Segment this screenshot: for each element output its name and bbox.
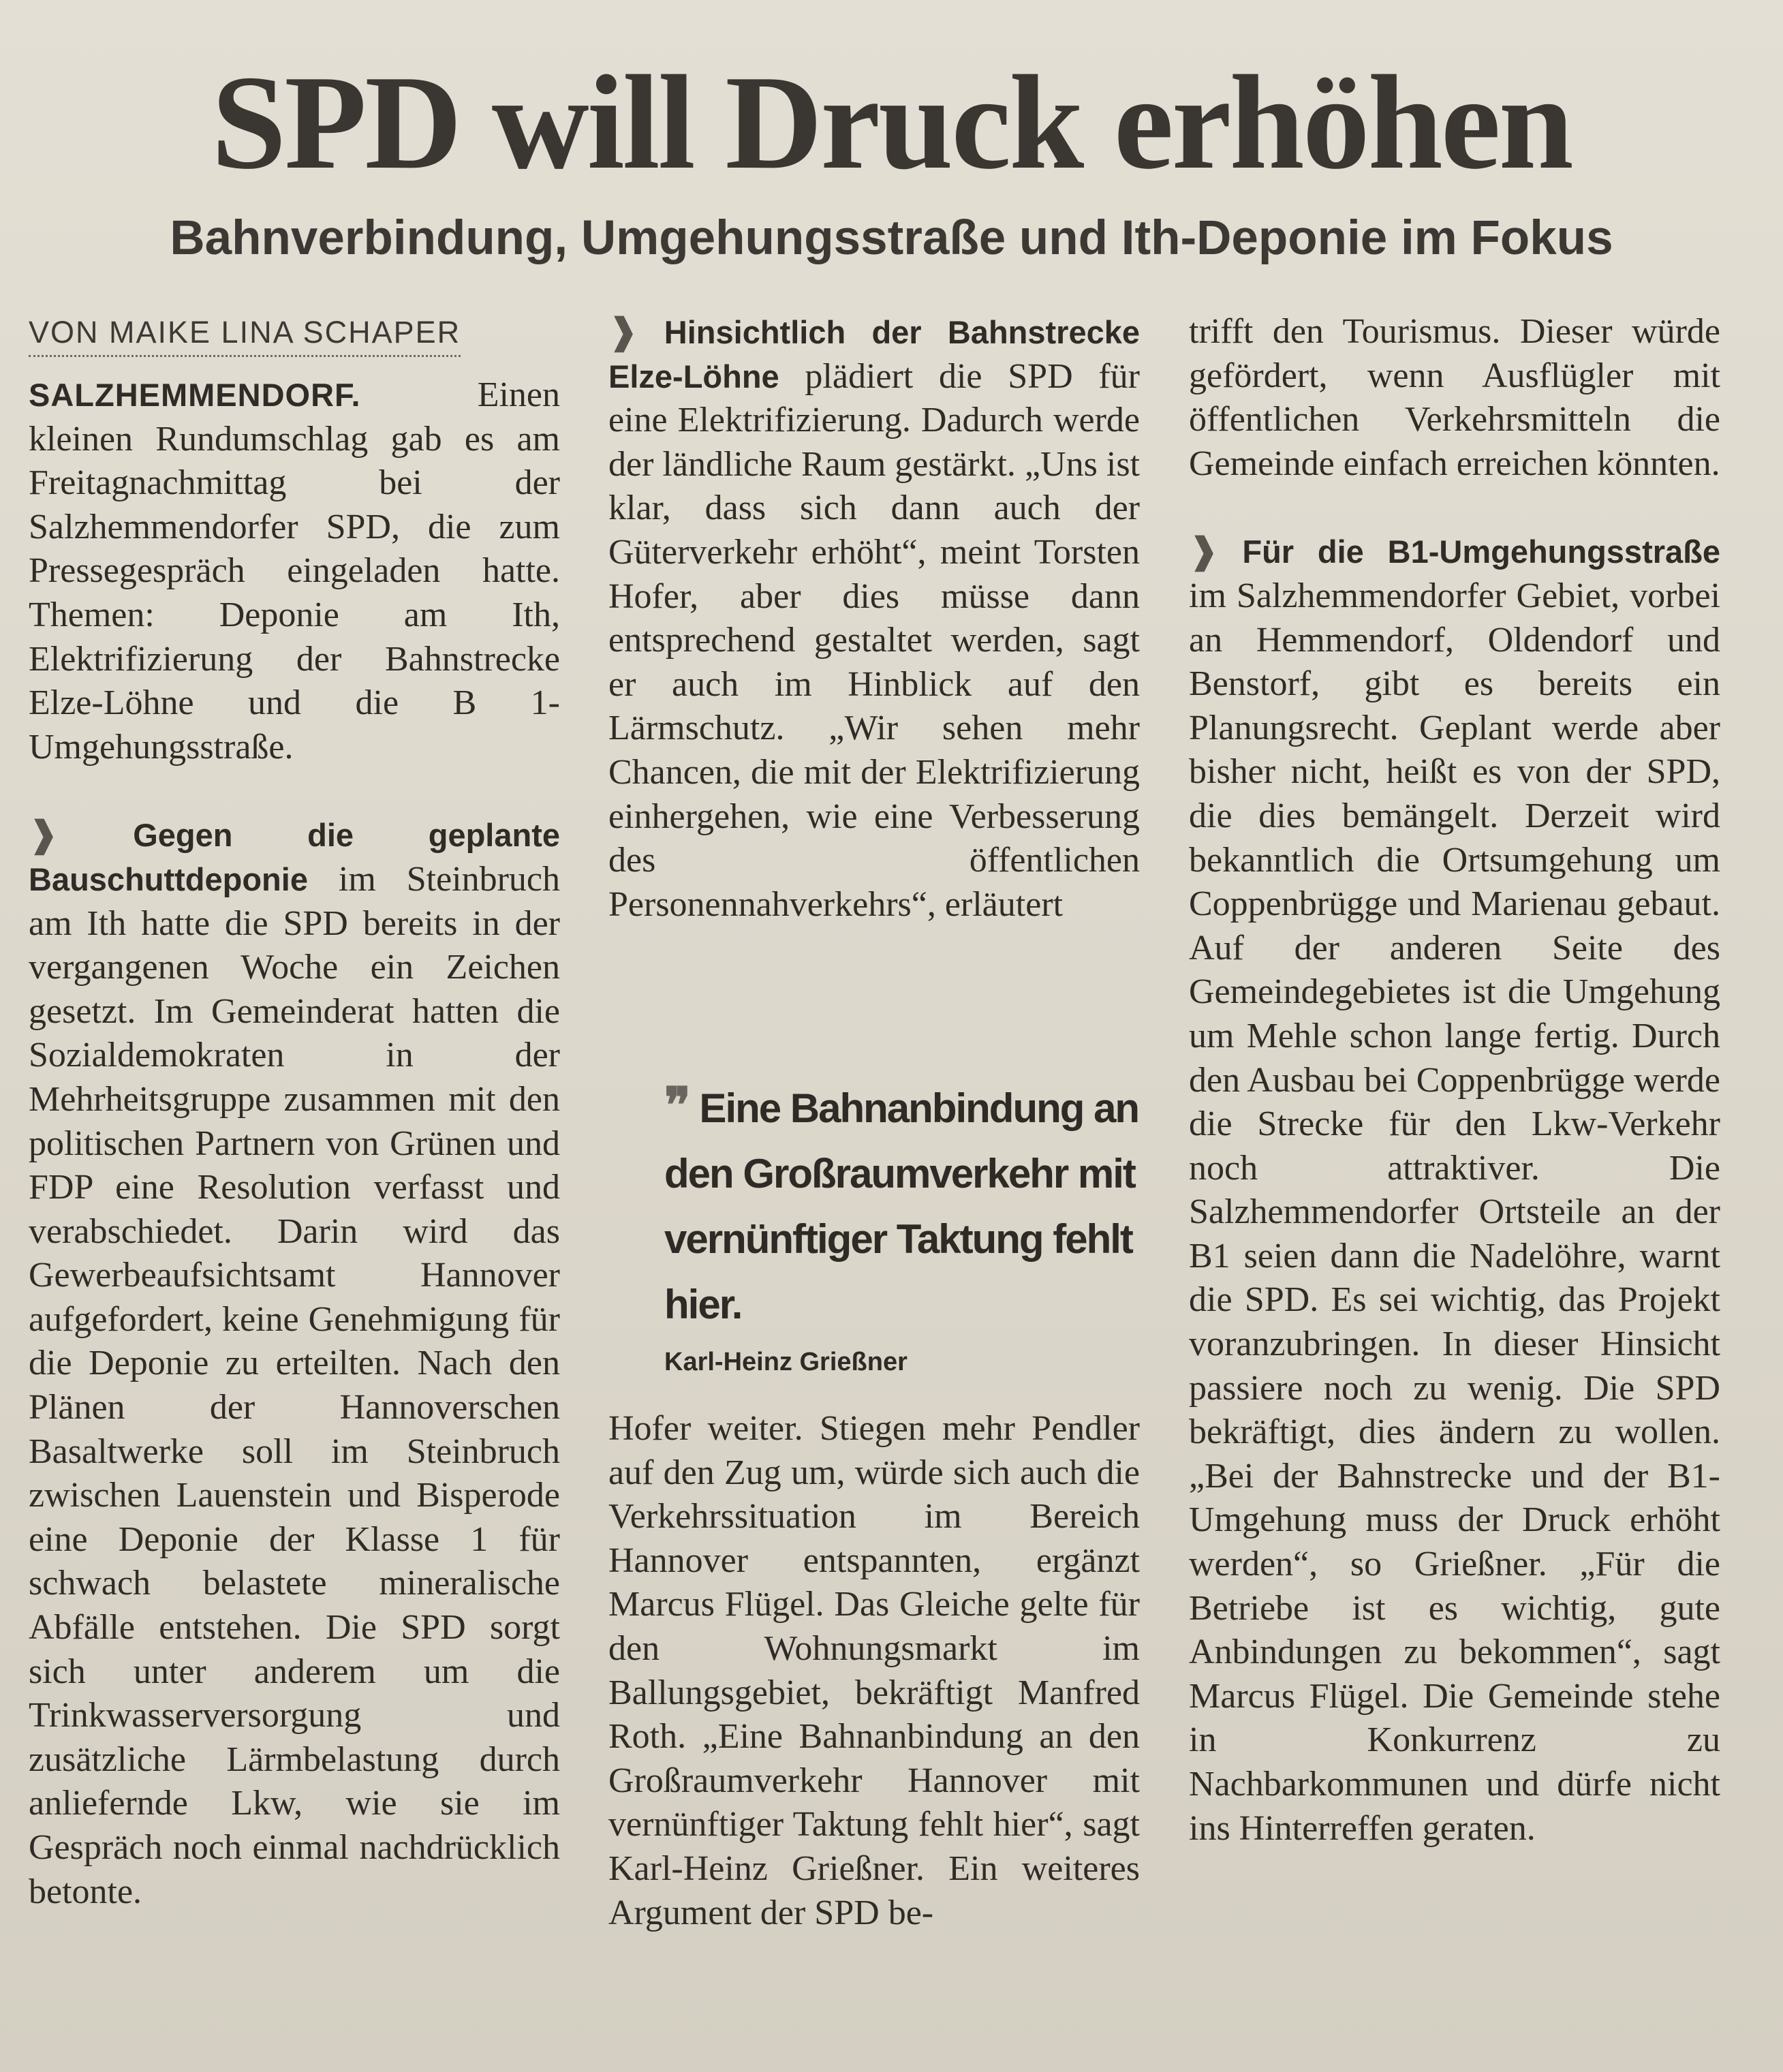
section-lead-bahnstrecke: Hinsichtlich der Bahnstrecke Elze-Löhne (608, 314, 1140, 395)
pull-quote-text (664, 1073, 1155, 1337)
bahnstrecke-paragraph (608, 310, 1140, 927)
pull-quote (664, 1073, 1155, 1381)
byline: VON MAIKE LINA SCHAPER (29, 313, 461, 357)
article-column-1 (29, 310, 560, 1914)
article-column-3 (1189, 310, 1720, 1851)
pull-quote-body: Eine Bahnanbindung an den Großraumverkehr mit vernünftiger Taktung fehlt hier. (664, 1085, 1139, 1327)
article-column-2-continued (608, 1407, 1140, 1935)
dateline: SALZHEMMENDORF. (29, 377, 361, 413)
article-column-2 (608, 310, 1140, 927)
continued-paragraph: Hofer weiter. Stiegen mehr Pendler auf den Zug um, würde sich auch die Verkehrssituation im Bereich Hannover entspannten, ergänzt Marcus Flügel. Das Gleiche gelte für den Wohnungsmarkt im Ballungsgebiet, bekräftigt Manfred Roth. „Eine Bahnanbindung an den Großraumverkehr Hannover mit vernünftiger Taktung fehlt hier“, sagt Karl-Heinz Grießner. Ein weiteres Argument der SPD be- (608, 1409, 1140, 1932)
section-lead-deponie: Gegen die geplante Bauschuttdeponie (29, 817, 560, 897)
subheadline: Bahnverbindung, Umgehungsstraße und Ith-Deponie im Fokus (170, 211, 1613, 265)
intro-paragraph (29, 373, 560, 769)
quote-mark-icon: ❞ (664, 1079, 689, 1133)
pull-quote-author: Karl-Heinz Grießner (664, 1348, 908, 1376)
tourism-paragraph: trifft den Tourismus. Dieser würde gefördert, wenn Ausflügler mit öffentlichen Verkehrsmitteln die Gemeinde einfach erreichen könnten. (1189, 312, 1720, 483)
section-text-b1: im Salzhemmendorfer Gebiet, vorbei an Hemmendorf, Oldendorf und Benstorf, gibt es bereits ein Planungsrecht. Geplant werde aber bisher nicht, heißt es von der SPD, die dies bemängelt. Derzeit wird bekanntlich die Ortsumgehung um Coppenbrügge und Marienau gebaut. Auf der anderen Seite des Gemeindegebietes ist die Umgehung um Mehle schon lange fertig. Durch den Ausbau bei Coppenbrügge werde die Strecke für den Lkw-Verkehr noch attraktiver. Die Salzhemmendorfer Ortsteile an der B1 seien dann die Nadelöhre, warnt die SPD. Es sei wichtig, das Projekt voranzubringen. In dieser Hinsicht passiere noch zu wenig. Die SPD bekräftigt, dies ändern zu wollen. „Bei der Bahnstrecke und der B1-Umgehung muss der Druck erhöht werden“, so Grießner. „Für die Betriebe ist es wichtig, gute Anbindungen zu bekommen“, sagt Marcus Flügel. Die Gemeinde stehe in Konkurrenz zu Nachbarkommunen und dürfe nicht ins Hinterreffen geraten. (1189, 576, 1720, 1848)
headline: SPD will Druck erhöhen (211, 48, 1572, 197)
intro-text: Einen kleinen Rundumschlag gab es am Freitagnachmittag bei der Salzhemmendorfer SPD, die zum Pressegespräch eingeladen hatte. Themen: Deponie am Ith, Elektrifizierung der Bahnstrecke Elze-Löhne und die B 1-Umgehungsstraße. (29, 375, 560, 767)
paragraph-marker-icon: ❱ (29, 815, 59, 855)
paragraph-marker-icon: ❱ (1189, 531, 1219, 572)
section-text-deponie: im Steinbruch am Ith hatte die SPD bereits in der vergangenen Woche ein Zeichen gesetzt. Im Gemeinderat hatten die Sozialdemokraten in der Mehrheitsgruppe zusammen mit den politischen Partnern von Grünen und FDP eine Resolution verfasst und verabschiedet. Darin wird das Gewerbeaufsichtsamt Hannover aufgefordert, keine Genehmigung für die Deponie zu erteilten. Nach den Plänen der Hannoverschen Basaltwerke soll im Steinbruch zwischen Lauenstein und Bisperode eine Deponie der Klasse 1 für schwach belastete mineralische Abfälle entstehen. Die SPD sorgt sich unter anderem um die Trinkwasserversorgung und zusätzliche Lärmbelastung durch anliefernde Lkw, wie sie im Gespräch noch einmal nachdrücklich betonte. (29, 859, 560, 1911)
paragraph-marker-icon: ❱ (608, 312, 638, 352)
deponie-paragraph (29, 813, 560, 1914)
section-text-bahnstrecke: plädiert die SPD für eine Elektrifizierung. Dadurch werde der ländliche Raum gestärkt. „Uns ist klar, dass sich dann auch der Güterverkehr erhöht“, meint Torsten Hofer, aber dies müsse dann entsprechend gestaltet werden, sagt er auch im Hinblick auf den Lärmschutz. „Wir sehen mehr Chancen, die mit der Elektrifizierung einhergehen, wie eine Verbesserung des öffentlichen Personennahverkehrs“, erläutert (608, 356, 1140, 924)
b1-paragraph (1189, 529, 1720, 1851)
section-lead-b1: Für die B1-Umgehungsstraße (1242, 534, 1721, 570)
